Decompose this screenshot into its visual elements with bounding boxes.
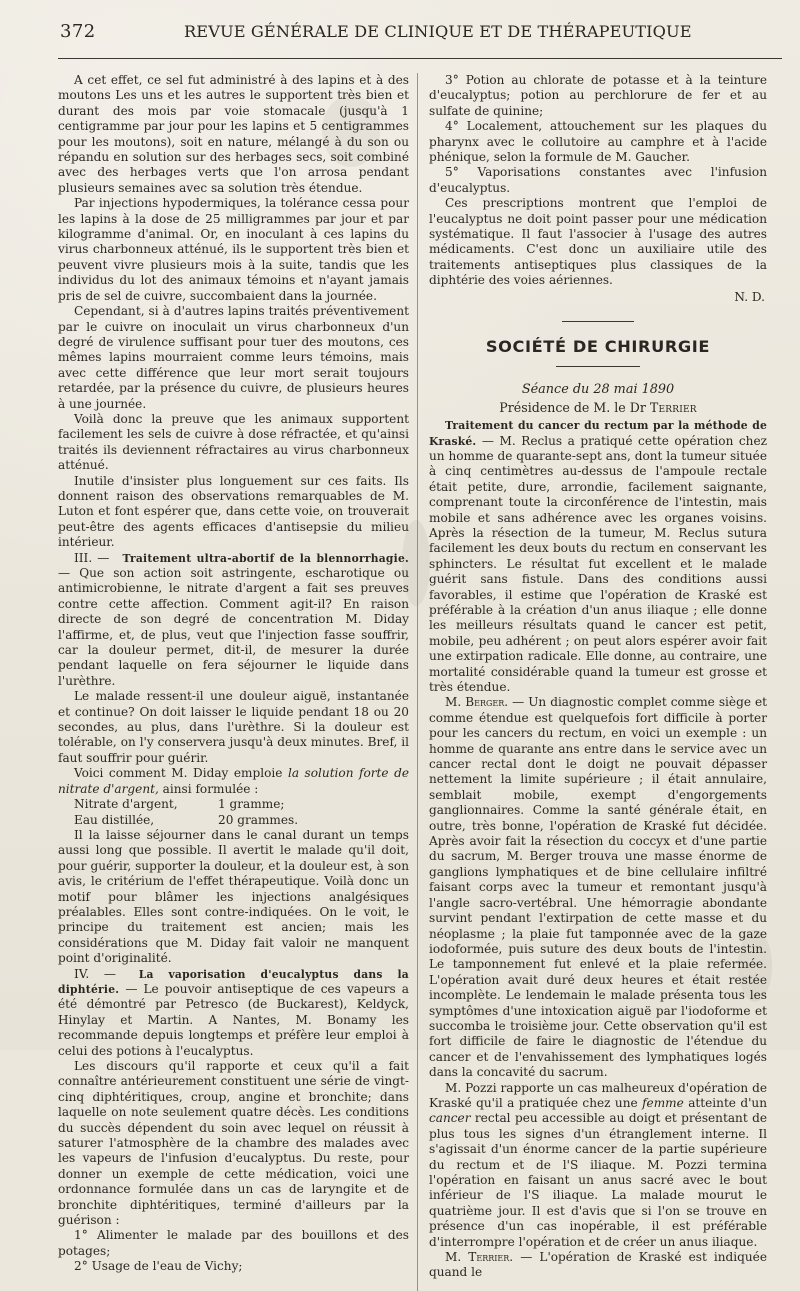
paragraph: Cependant, si à d'autres lapins traités préventivement par le cuivre on inoculait un virus charbonneux d'un degré de virulence suffisant pour tuer des moutons, ces mêmes lapins mourraient comme leurs témoins, mais avec cette différence que leur mort serait toujours retardée, par la présence du cuivre, de plusieurs heures à une journée. (58, 304, 409, 411)
italic-word: cancer (429, 1111, 471, 1126)
paragraph-text: atteinte d'un (683, 1095, 768, 1110)
section-title: La vaporisation d'eucalyptus dans la diphtérie. (58, 967, 409, 996)
section-paragraph (58, 551, 409, 690)
speaker-text: — Un diagnostic complet comme siège et comme étendue est quelquefois fort difficile à porter pour les cancers du rectum, en voici un exemple : un homme de quarante ans entre dans le service avec un cancer rectal dont le doigt ne pouvait dépasser nettement la limite supérieure ; il était annulaire, semblait mobile, exempt d'engorgements ganglionnaires. Comme la santé générale était, en outre, très bonne, l'opération de Kraské fut décidée. Après avoir fait la résection du coccyx et d'une partie du sacrum, M. Berger trouva une masse énorme de ganglions lymphatiques et de bine cellulaire infiltré faisant corps avec la tumeur et remontant jusqu'à l'angle sacro-vertébral. Une hémorragie abondante survint pendant l'extirpation de cette masse et du néoplasme ; la plaie fut tamponnée avec de la gaze iodoformée, puis suture des deux bouts de l'intestin. Le tamponnement fut enlevé et la plaie refermée. L'opération avait duré deux heures et était restée incomplète. Le lendemain le malade présenta tous les symptômes d'une intoxication aiguë par l'iodoforme et succomba le troisième jour. Cette observation qu'il est fort difficile de faire le diagnostic de l'étendue du cancer et de l'envahissement des lymphatiques logés dans la concavité du sacrum. (429, 695, 768, 1080)
section-title: Traitement ultra-abortif de la blennorrhagie. (122, 551, 409, 565)
formula-amount: 20 grammes. (218, 812, 299, 827)
society-title: SOCIÉTÉ DE CHIRURGIE (485, 337, 711, 357)
page-number: 372 (60, 21, 96, 42)
paragraph: A cet effet, ce sel fut administré à des lapins et à des moutons Les uns et les autres le supportent très bien et durant des mois par voie stomacale (jusqu'à 1 centigramme par jour pour les lapins et 5 centigrammes pour les moutons), soit en nature, mélangé à du son ou répandu en solution sur des herbages secs, soit combiné avec des herbages verts que l'on arrosa pendant plusieurs semaines avec sa solution très étendue. (58, 73, 409, 195)
paragraph-text: M. Pozzi rapporte un cas malheureux d'opération de Kraské qu'il a pratiquée chez une (429, 1080, 767, 1110)
speaker-paragraph (429, 695, 767, 1080)
article-text: — M. Reclus a pratiqué cette opération chez un homme de quarante-sept ans, dont la tumeur située à cinq centimètres au-dessus de l'ampoule rectale était petite, dure, arrondie, facilement saignante, comprenant toute la circonférence de l'intestin, mais mobile et sans adhérence avec les organes voisins. Après la résection de la tumeur, M. Reclus sutura facilement les deux bouts du rectum en conservant les sphincters. Le résultat fut excellent et le malade guérit sans fistule. Dans des conditions aussi favorables, il estime que l'opération de Kraské est préférable à la création d'un anus iliaque ; elle donne les meilleurs résultats quand le cancer est petit, mobile, peu adhérent ; on peut alors espérer avoir fait une extirpation radicale. Elle donne, au contraire, une mortalité considérable quand la tumeur est grosse et très étendue. (429, 433, 767, 694)
section-divider (562, 321, 634, 322)
section-number: III. — (74, 550, 110, 565)
list-item: 2° Usage de l'eau de Vichy; (74, 1259, 243, 1274)
left-column (58, 73, 409, 1281)
paragraph: Le malade ressent-il une douleur aiguë, instantanée et continue? On doit laisser le liquide pendant 18 ou 20 secondes, au plus, dans l'urèthre. Si la douleur est tolérable, on l'y conservera jusqu'à deux minutes. Bref, il faut souffrir pour guérir. (58, 689, 409, 765)
list-item: 5° Vaporisations constantes avec l'infusion d'eucalyptus. (429, 165, 767, 195)
paragraph: Les discours qu'il rapporte et ceux qu'il a fait connaître antérieurement constituent une série de vingt-cinq diphtéritiques, croup, angine et bronchite; dans laquelle on note seulement quatre décès. Les conditions du succès dépendent du soin avec lequel on réussit à saturer l'atmosphère de la chambre des malades avec les vapeurs de l'infusion d'eucalyptus. Du reste, pour donner un exemple de cette médication, voici une ordonnance formulée dans un cas de laryngite et de bronchite diphtéritiques, terminé d'ailleurs par la guérison : (58, 1059, 409, 1228)
running-head: REVUE GÉNÉRALE DE CLINIQUE ET DE THÉRAPEUTIQUE (184, 22, 692, 41)
paragraph: Ces prescriptions montrent que l'emploi de l'eucalyptus ne doit point passer pour une médication systématique. Il faut l'associer à l'usage des autres médicaments. C'est donc un auxiliaire utile des traitements antiseptiques plus classiques de la diphtérie des voies aériennes. (429, 196, 767, 288)
formula-amount: 1 gramme; (218, 797, 285, 812)
speaker-name: M. Berger. (445, 695, 509, 710)
italic-word: femme (642, 1095, 684, 1110)
page-header (58, 22, 782, 59)
section-number: IV. — (74, 966, 117, 981)
article-lead (429, 418, 767, 695)
president-name: Terrier (649, 400, 697, 416)
speaker-text: — L'opération de Kraské est indiquée quand le (429, 1250, 767, 1280)
section-paragraph (58, 967, 409, 1059)
formula-ingredient: Nitrate d'argent, (74, 797, 178, 812)
session-date: Séance du 28 mai 1890 (521, 382, 675, 398)
list-item: 1° Alimenter le malade par des bouillons et des potages; (58, 1228, 409, 1258)
paragraph: Par injections hypodermiques, la tolérance cessa pour les lapins à la dose de 25 milligrammes par jour et par kilogramme d'animal. Or, en inoculant à ces lapins du virus charbonneux atténué, ils le supportent très bien et peuvent vivre plusieurs mois à la suite, tandis que les individus du lot des animaux témoins et n'ayant jamais pris de sel de cuivre, succombaient dans la journée. (58, 196, 409, 303)
section-text: — Que son action soit astringente, escharotique ou antimicrobienne, le nitrate d'argent a fait ses preuves contre cette affection. Comment agit-il? En raison directe de son degré de concentration M. Diday l'affirme, et, de plus, veut que l'injection fasse souffrir, car la douleur permet, dit-il, de mesurer la durée pendant laquelle on fera séjourner le liquide dans l'urèthre. (58, 566, 409, 688)
paragraph-text: ainsi formulée : (158, 781, 259, 796)
paragraph: Inutile d'insister plus longuement sur ces faits. Ils donnent raison des observations remarquables de M. Luton et font espérer que, dans cette voie, on trouverait peut-être des agents efficaces d'antisepsie du milieu intérieur. (58, 473, 409, 550)
article-title: Traitement du cancer du rectum par la méthode de Kraské. (429, 419, 767, 448)
paragraph-text: Voici comment M. Diday emploie (74, 766, 288, 781)
formula-ingredient: Eau distillée, (74, 812, 155, 827)
paragraph (58, 766, 409, 797)
list-item: 4° Localement, attouchement sur les plaques du pharynx avec le collutoire au camphre et à l'acide phénique, selon la formule de M. Gaucher. (429, 119, 767, 165)
list-item: 3° Potion au chlorate de potasse et à la teinture d'eucalyptus; potion au perchlorure de fer et au sulfate de quinine; (429, 73, 767, 118)
speaker-name: M. Terrier. (445, 1250, 514, 1265)
paragraph: Voilà donc la preuve que les animaux supportent facilement les sels de cuivre à dose réfractée, et qu'ainsi traités ils deviennent réfractaires au virus charbonneux atténué. (58, 411, 409, 473)
presidency-text: Présidence de M. le Dr (499, 400, 650, 416)
presidency-line (429, 400, 767, 416)
speaker-paragraph (429, 1250, 767, 1281)
right-column (425, 73, 767, 1281)
formula-reference: la solution forte de nitrate d'argent, (58, 766, 409, 796)
formula (74, 797, 409, 828)
paragraph: Il la laisse séjourner dans le canal durant un temps aussi long que possible. Il avertit le malade qu'il doit, pour guérir, supporter la douleur, et la douleur est, à son avis, le critérium de l'effet thérapeutique. Voilà donc un motif pour blâmer les injections analgésiques préalables. Elles sont contre-indiquées. On le voit, le principe du traitement est ancien; mais les considérations que M. Diday fait valoir ne manquent point d'originalité. (58, 827, 409, 966)
paragraph (429, 1081, 767, 1250)
section-text: — Le pouvoir antiseptique de ces vapeurs a été démontré par Petresco (de Buckarest), Keldyck, Hinylay et Martin. A Nantes, M. Bonamy les recommande depuis longtemps et préfère leur emploi à celui des potions à l'eucalyptus. (58, 981, 409, 1058)
section-rule (556, 366, 640, 367)
paragraph-text: rectal peu accessible au doigt et présentant de plus tous les signes d'un étranglement interne. Il s'agissait d'un énorme cancer de la partie supérieure du rectum et de l'S iliaque. M. Pozzi termina l'opération en faisant un anus sacré avec le bout inférieur de l'S iliaque. La malade mourut le quatrième jour. Il est d'avis que si l'on se trouve en présence d'un cas inopérable, il est préférable d'interrompre l'opération et de créer un anus iliaque. (429, 1111, 767, 1249)
article-signature: N. D. (734, 289, 765, 304)
article-columns (58, 73, 782, 1281)
